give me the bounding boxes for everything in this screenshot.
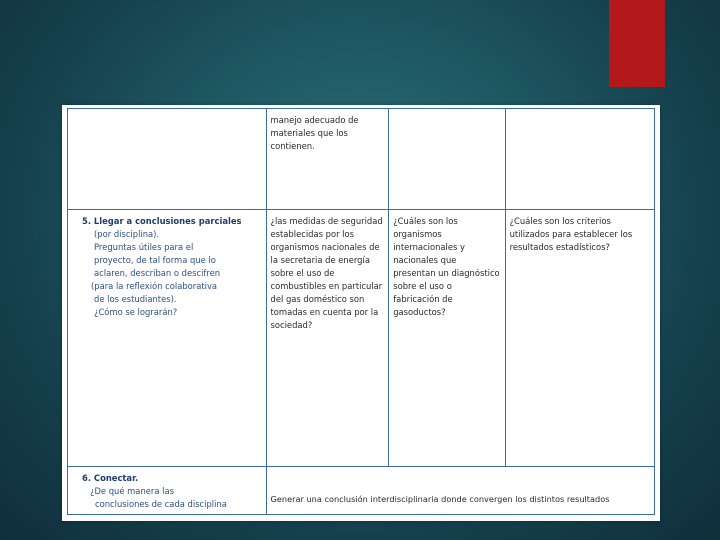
cell-text: manejo adecuado de materiales que los contienen. bbox=[270, 115, 359, 151]
step-5-title: 5. Llegar a conclusiones parciales bbox=[82, 216, 242, 226]
table-cell bbox=[266, 109, 389, 210]
table-row bbox=[68, 109, 655, 210]
table-row bbox=[68, 210, 655, 467]
step-5-body bbox=[72, 228, 262, 319]
table-cell-step-6 bbox=[68, 467, 267, 515]
step-5-line: ¿Cómo se lograrán? bbox=[94, 307, 178, 317]
table-cell-merged bbox=[266, 467, 655, 515]
step-6-line: ¿De qué manera las bbox=[90, 486, 174, 496]
step-5-line: (por disciplina). bbox=[94, 229, 160, 239]
table-cell bbox=[266, 210, 389, 467]
step-6-title: 6. Conectar. bbox=[82, 473, 139, 483]
step-5-line: de los estudiantes). bbox=[94, 294, 177, 304]
table-cell-empty bbox=[505, 109, 654, 210]
cell-text: ¿Cuáles son los criterios utilizados para establecer los resultados estadísticos? bbox=[509, 216, 633, 252]
step-6-body bbox=[72, 485, 262, 511]
table-cell bbox=[505, 210, 654, 467]
step-5-line: aclaren, describan o descifren bbox=[94, 268, 221, 278]
merged-conclusion-text: Generar una conclusión interdisciplinaria donde convergen los distintos resultados bbox=[270, 494, 610, 504]
cell-text: ¿Cuáles son los organismos internacionales y nacionales que presentan un diagnóstico sobre el uso o fabricación de gasoductos? bbox=[393, 216, 500, 317]
table-cell bbox=[389, 210, 505, 467]
table-row bbox=[68, 467, 655, 515]
step-5-line: (para la reflexión colaborativa bbox=[91, 281, 218, 291]
step-5-line: proyecto, de tal forma que lo bbox=[94, 255, 216, 265]
cell-text: ¿las medidas de seguridad establecidas por los organismos nacionales de la secretaria de energía sobre el uso de combustibles en particular del gas doméstico son tomadas en cuenta por la sociedad? bbox=[270, 216, 383, 330]
red-accent-bar bbox=[609, 0, 665, 87]
table-cell-empty bbox=[68, 109, 267, 210]
planning-table bbox=[67, 108, 655, 515]
slide-content-card bbox=[62, 105, 660, 521]
table-cell-empty bbox=[389, 109, 505, 210]
step-5-line: Preguntas útiles para el bbox=[94, 242, 194, 252]
table-cell-step-5 bbox=[68, 210, 267, 467]
step-6-line: conclusiones de cada disciplina bbox=[95, 499, 227, 509]
